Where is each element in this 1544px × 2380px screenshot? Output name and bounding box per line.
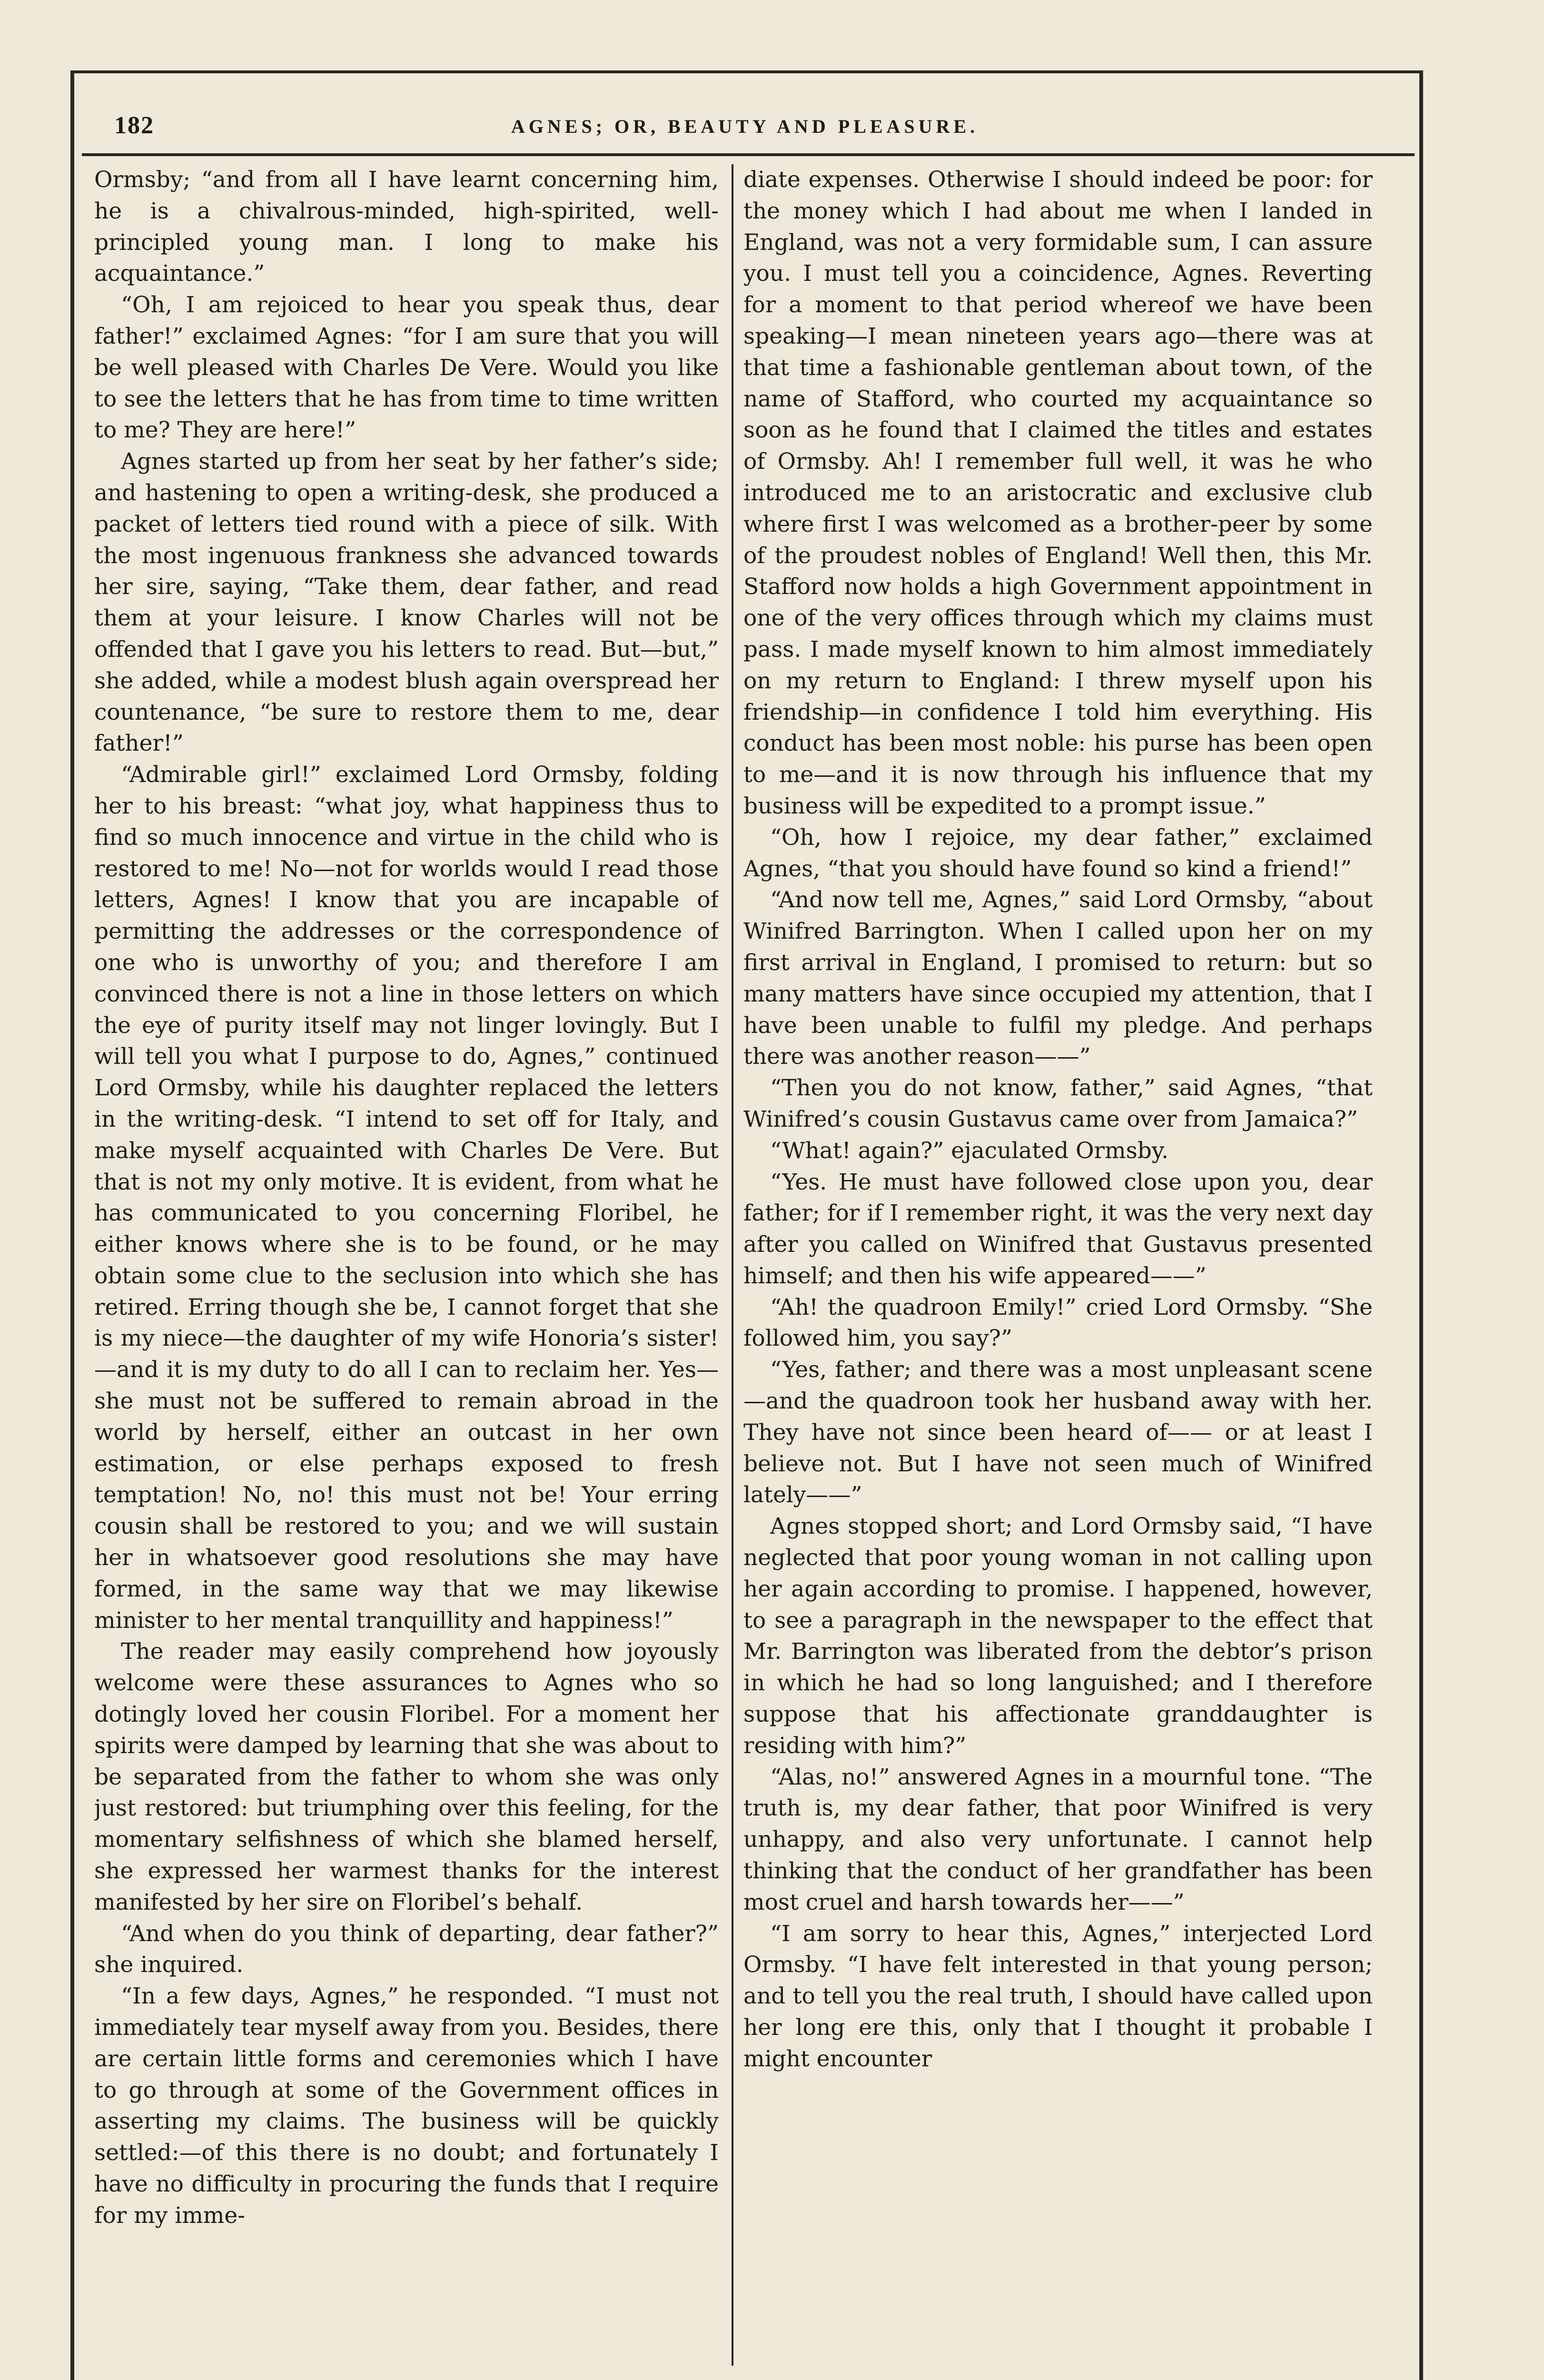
paragraph: “Oh, I am rejoiced to hear you speak thus, dear father!” exclaimed Agnes: “for I am sure that you will be well pleased with Charles De Vere. Would you like to see the letters that he has from time to time written to me? They are here!” (94, 292, 719, 444)
paragraph: Agnes started up from her seat by her father’s side; and hastening to open a writing-desk, she produced a packet of letters tied round with a piece of silk. With the most ingenuous frankness she advanced towards her sire, saying, “Take them, dear father, and read them at your leisure. I know Charles will not be offended that I gave you his letters to read. But—but,” she added, while a modest blush again overspread her countenance, “be sure to restore them to me, dear father!” (94, 448, 719, 757)
paragraph: “Ah! the quadroon Emily!” cried Lord Ormsby. “She followed him, you say?” (743, 1294, 1373, 1352)
paragraph: Agnes stopped short; and Lord Ormsby said, “I have neglected that poor young woman in not calling upon her again according to promise. I happened, however, to see a paragraph in the newspaper to the effect that Mr. Barrington was liberated from the debtor’s prison in which he had so long languished; and I therefore suppose that his affectionate granddaughter is residing with him?” (743, 1513, 1373, 1759)
paragraph: “Then you do not know, father,” said Agnes, “that Winifred’s cousin Gustavus came over from Jamaica?” (743, 1075, 1373, 1132)
paragraph: diate expenses. Otherwise I should indeed be poor: for the money which I had about me when I landed in England, was not a very formidable sum, I can assure you. I must tell you a coincidence, Agnes. Reverting for a moment to that period whereof we have been speaking—I mean nineteen years ago—there was at that time a fashionable gentleman about town, of the name of Stafford, who courted my acquaintance so soon as he found that I claimed the titles and estates of Ormsby. Ah! I remember full well, it was he who introduced me to an aristocratic and exclusive club where first I was welcomed as a brother-peer by some of the proudest nobles of England! Well then, this Mr. Stafford now holds a high Government appointment in one of the very offices through which my claims must pass. I made myself known to him almost immediately on my return to England: I threw myself upon his friendship—in confidence I told him everything. His conduct has been most noble: his purse has been open to me—and it is now through his influence that my business will be expedited to a prompt issue.” (743, 167, 1373, 819)
paragraph: “What! again?” ejaculated Ormsby. (770, 1137, 1169, 1164)
paragraph: Ormsby; “and from all I have learnt concerning him, he is a chivalrous-minded, high-spirited, well-principled young man. I long to make his acquaintance.” (94, 167, 719, 287)
paragraph: The reader may easily comprehend how joyously welcome were these assurances to Agnes who so dotingly loved her cousin Floribel. For a moment her spirits were damped by learning that she was about to be separated from the father to whom she was only just restored: but triumphing over this feeling, for the momentary selfishness of which she blamed herself, she expressed her warmest thanks for the interest manifested by her sire on Floribel’s behalf. (94, 1638, 719, 1915)
paragraph: “Yes, father; and there was a most unpleasant scene—and the quadroon took her husband away with her. They have not since been heard of—— or at least I believe not. But I have not seen much of Winifred lately——” (743, 1357, 1373, 1508)
paragraph: “And when do you think of departing, dear father?” she inquired. (94, 1920, 719, 1978)
running-title: AGNES; OR, BEAUTY AND PLEASURE. (511, 116, 979, 137)
paragraph: “And now tell me, Agnes,” said Lord Ormsby, “about Winifred Barrington. When I called upon her on my first arrival in England, I promised to return: but so many matters have since occupied my attention, that I have been unable to fulfil my pledge. And perhaps there was another reason——” (743, 887, 1373, 1070)
page-number: 182 (114, 112, 154, 139)
paragraph: “Alas, no!” answered Agnes in a mournful tone. “The truth is, my dear father, that poor Winifred is very unhappy, and also very unfortunate. I cannot help thinking that the conduct of her grandfather has been most cruel and harsh towards her——” (743, 1764, 1373, 1915)
paragraph: “Oh, how I rejoice, my dear father,” exclaimed Agnes, “that you should have found so kind a friend!” (743, 824, 1373, 882)
column-divider (732, 164, 733, 2366)
paragraph: “Yes. He must have followed close upon you, dear father; for if I remember right, it was the very next day after you called on Winifred that Gustavus presented himself; and then his wife appeared——” (743, 1169, 1373, 1289)
header-rule (82, 153, 1415, 156)
left-text-column (94, 164, 719, 2366)
page-header (105, 109, 1385, 142)
paragraph: “In a few days, Agnes,” he responded. “I must not immediately tear myself away from you. Besides, there are certain little forms and ceremonies which I have to go through at some of the Government offices in asserting my claims. The business will be quickly settled:—of this there is no doubt; and fortunately I have no difficulty in procuring the funds that I require for my imme- (94, 1983, 719, 2229)
paragraph: “Admirable girl!” exclaimed Lord Ormsby, folding her to his breast: “what joy, what happiness thus to find so much innocence and virtue in the child who is restored to me! No—not for worlds would I read those letters, Agnes! I know that you are incapable of permitting the addresses or the correspondence of one who is unworthy of you; and therefore I am convinced there is not a line in those letters on which the eye of purity itself may not linger lovingly. But I will tell you what I purpose to do, Agnes,” continued Lord Ormsby, while his daughter replaced the letters in the writing-desk. “I intend to set off for Italy, and make myself acquainted with Charles De Vere. But that is not my only motive. It is evident, from what he has communicated to you concerning Floribel, he either knows where she is to be found, or he may obtain some clue to the seclusion into which she has retired. Erring though she be, I cannot forget that she is my niece—the daughter of my wife Honoria’s sister!—and it is my duty to do all I can to reclaim her. Yes—she must not be suffered to remain abroad in the world by herself, either an outcast in her own estimation, or else perhaps exposed to fresh temptation! No, no! this must not be! Your erring cousin shall be restored to you; and we will sustain her in whatsoever good resolutions she may have formed, in the same way that we may likewise minister to her mental tranquillity and happiness!” (94, 762, 719, 1634)
paragraph: “I am sorry to hear this, Agnes,” interjected Lord Ormsby. “I have felt interested in that young person; and to tell you the real truth, I should have called upon her long ere this, only that I thought it probable I might encounter (743, 1920, 1373, 2072)
right-text-column (743, 164, 1373, 2366)
